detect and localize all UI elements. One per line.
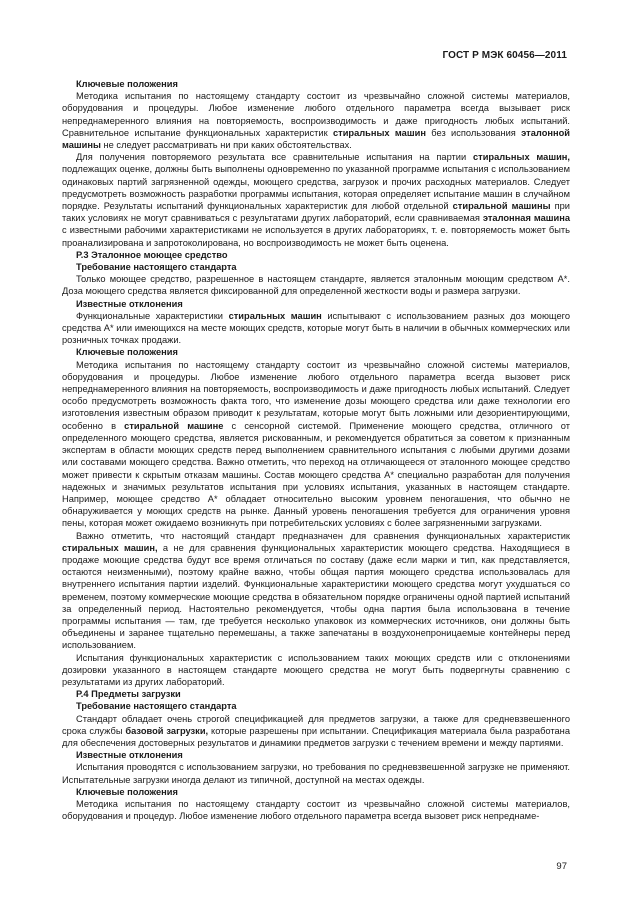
text-run: с сенсорной системой. Применение моющего средства, отличного от определенного моющего средства, является рискованным, и рекомендуется обратиться за советом к признанным экспертам в области моющих средств перед выполнением сравнительного испытания с любыми другими дозами или составами моющего средства. Важно отметить, что переход на отличающееся от эталонного моющее средство может привести к скрытым отказам машины. Состав моющего средства А* специально разработан для получения надежных и значимых результатов испытания при условиях испытания, указанных в настоящем стандарте. Например, моющее средство А* обладает относительно высоким уровнем пеногашения, что обычно не обнаруживается у моющих средств на рынке. Данный уровень пеногашения требуется для ограничения уровня пены, которая может ожидаемо возникнуть при потребительских условиях с более загрязненными загрузками. xyxy=(62,420,570,529)
paragraph xyxy=(62,310,570,347)
bold-term: стиральных машин, xyxy=(472,152,570,163)
paragraph xyxy=(62,530,570,652)
text-run: Методика испытания по настоящему стандарту состоит из чрезвычайно сложной системы материалов, оборудования и процедуры. Любое изменение любого отдельного параметра всегда вызовет риск непреднамеренного влияния на повторяемость, воспроизводимость и даже пригодность любых испытаний. Следует особо предусмотреть возможность факта того, что изменение дозы моющего средства или даже технологии его изготовления известным образом приводит к результатам, которые могут быть ложными или дезориентирующими, особенно в xyxy=(62,359,570,431)
text-run: а не для сравнения функциональных характеристик моющего средства. Находящиеся в продаже моющие средства будут все время отличаться по составу (даже если марки и тип, как представляется, остаются неизменными), поэтому крайне важно, чтобы общая партия моющего средства использовалась для внутреннего испытания партии изделий. Функциональные характеристики моющего средства могут ухудшаться со временем, поэтому коммерческие моющие средства в обязательном порядке ограничены одной партией испытаний за определенный период. Настоятельно рекомендуется, чтобы одна партия была использована в течение программы испытания — там, где требуется несколько упаковок из коммерческих источников, они должны быть объединены и заранее тщательно перемешаны, а также запечатаны в воздухонепроницаемые контейнеры перед использованием. xyxy=(62,542,570,651)
text-run: Функциональные характеристики xyxy=(76,310,229,321)
text-run: Испытания проводятся с использованием загрузки, но требования по средневзвешенной загрузке не применяют. Испытательные загрузки иногда делают из типичной, доступной на местах одежды. xyxy=(62,762,570,785)
bold-term: стиральной машине xyxy=(124,420,224,431)
bold-term: стиральных машин, xyxy=(62,542,158,553)
paragraph xyxy=(62,713,570,750)
text-run: испытывают с использованием разных доз моющего средства А* или имеющихся на месте моющих средств, которые могут быть в наличии в обычных коммерческих или розничных точках продажи. xyxy=(62,310,570,346)
bold-term: эталонная машина xyxy=(482,213,570,224)
bold-term: стиральных машин xyxy=(228,310,322,321)
bold-term: эталонной машины xyxy=(62,127,570,151)
bold-term: стиральных машин xyxy=(332,127,426,138)
document-id-header: ГОСТ Р МЭК 60456—2011 xyxy=(442,50,567,61)
text-run: Для получения повторяемого результата все сравнительные испытания на партии xyxy=(76,152,473,163)
paragraph xyxy=(62,151,570,249)
page-number: 97 xyxy=(556,861,567,872)
section-heading: Р.3 Эталонное моющее средство xyxy=(76,249,228,260)
paragraph xyxy=(62,90,570,151)
text-run: Только моющее средство, разрешенное в настоящем стандарте, является эталонным моющим средством А*. Доза моющего средства является фиксированной для определенной жесткости воды и размера загрузки. xyxy=(62,274,570,297)
section-heading: Требование настоящего стандарта xyxy=(76,262,237,273)
text-run: при таких условиях не могут сравниваться с результатами других лабораторий, если сравниваемая xyxy=(62,201,571,224)
text-run: которые разрешены при испытании. Спецификация материала была разработана для обеспечения достоверных результатов и динамики предметов загрузки с течением времени и между партиями. xyxy=(62,725,570,748)
paragraph xyxy=(62,359,570,530)
text-run: Важно отметить, что настоящий стандарт предназначен для сравнения функциональных характеристик xyxy=(76,530,570,541)
paragraph xyxy=(62,798,570,822)
section-heading: Ключевые положения xyxy=(76,786,178,797)
text-run: без использования xyxy=(425,127,522,138)
text-run: не следует рассматривать ни при каких обстоятельствах. xyxy=(100,140,352,151)
section-heading: Ключевые положения xyxy=(76,79,178,89)
section-heading: Требование настоящего стандарта xyxy=(76,701,237,712)
section-heading: Известные отклонения xyxy=(76,750,183,761)
text-run: Испытания функциональных характеристик с использованием таких моющих средств или с отклонениями дозировки указанного в настоящем стандарте моющего средства не могут быть подвергнуты сравнению с результатами из других лабораторий. xyxy=(62,652,570,687)
document-body xyxy=(62,78,570,822)
text-run: подлежащих оценке, должны быть выполнены одновременно по указанной программе испытания с использованием одинаковых партий загрязненной одежды, моющего средства, загрузок и прочих расходных материалов. Следует предусмотреть возможность разработки программы испытания, которая определяет испытание машин в случайном порядке. Результаты испытаний функциональных характеристик для любой отдельной xyxy=(62,164,570,212)
text-run: Методика испытания по настоящему стандарту состоит из чрезвычайно сложной системы материалов, оборудования и процедур. Любое изменение любого отдельного параметра всегда вызовет риск непреднаме- xyxy=(62,798,570,822)
text-run: Методика испытания по настоящему стандарту состоит из чрезвычайно сложной системы материалов, оборудования и процедуры. Любое изменение любого отдельного параметра всегда вызывает риск непреднамеренного влияния на повторяемость, воспроизводимость и даже пригодность любых испытаний. Сравнительное испытание функциональных характеристик xyxy=(62,91,570,138)
bold-term: базовой загрузки, xyxy=(125,725,209,736)
text-run: с известными рабочими характеристиками не используется в других лабораториях, т. е. повторяемость может быть проанализирована и запротоколирована, но воспроизводимость не может быть оценена. xyxy=(62,225,570,248)
paragraph xyxy=(62,652,570,689)
paragraph xyxy=(62,761,570,785)
bold-term: стиральной машины xyxy=(452,201,551,212)
section-heading: Известные отклонения xyxy=(76,298,183,309)
section-heading: Ключевые положения xyxy=(76,347,178,358)
section-heading: Р.4 Предметы загрузки xyxy=(76,689,181,700)
paragraph xyxy=(62,273,570,297)
text-run: Стандарт обладает очень строгой спецификацией для предметов загрузки, а также для средневзвешенного срока службы xyxy=(62,713,570,736)
